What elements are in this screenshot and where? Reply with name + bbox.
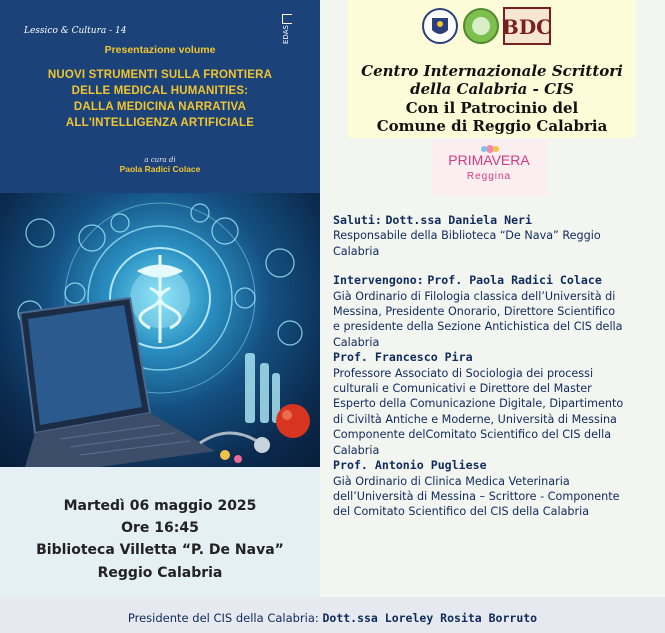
event-program (333, 213, 658, 520)
book-title-line: DELLE MEDICAL HUMANITIES: (71, 85, 249, 97)
comune-reggio-logo-icon (422, 6, 458, 46)
book-title-line: DALLA MEDICINA NARRATIVA (73, 101, 247, 113)
book-cover (0, 0, 320, 193)
presentation-kicker: Presentazione volume (104, 44, 216, 56)
speaker1-role-line: Già Ordinario di Filologia classica dell’Università di (333, 289, 616, 303)
organizer-title: Centro Internazionale Scrittori (361, 62, 623, 80)
book-title-line: NUOVI STRUMENTI SULLA FRONTIERA (47, 69, 273, 81)
patronage-line: Con il Patrocinio del (405, 99, 579, 117)
speaker1-role-line: e presidente della Sezione Antichistica del CIS della (333, 320, 623, 334)
publisher-logo-text: EDAS (282, 25, 290, 44)
speaker2-role-line: Professore Associato di Sociologia dei processi (333, 366, 594, 380)
event-time: Ore 16:45 (121, 520, 199, 536)
speaker2-role-line: Componente delComitato Scientifico del CIS della (333, 428, 612, 442)
footer-bar (0, 597, 665, 633)
event-city: Reggio Calabria (97, 565, 223, 581)
speaker1-name: Prof. Paola Radici Colace (427, 273, 602, 288)
cis-green-logo-icon (462, 6, 500, 46)
intervengono-label: Intervengono: (333, 273, 424, 288)
bdc-logo-text: BDC (502, 15, 552, 39)
series-label: Lessico & Cultura - 14 (24, 26, 127, 36)
saluti-heading (333, 213, 658, 228)
speaker1-role-line: Messina, Presidente Onorario, Direttore Scientifico (333, 305, 616, 319)
saluti-name: Dott.ssa Daniela Neri (385, 213, 533, 227)
footer-text (0, 611, 665, 625)
medical-ai-illustration (0, 193, 320, 467)
speaker2-role-line: di Civiltà Antiche e Moderne, Università di Messina (333, 412, 617, 426)
primavera-line1: PRIMAVERA (448, 152, 530, 168)
organizer-title-2: della Calabria - CIS (410, 80, 574, 98)
curator-name: Paola Radici Colace (119, 164, 201, 174)
speaker2-role-line: Esperto della Comunicazione Digitale, Dipartimento (333, 397, 624, 411)
primavera-line2: Reggina (466, 171, 512, 182)
speaker2-role-line: culturali e Comunicativi e Direttore del Master (333, 382, 592, 396)
speaker3-role-line: Già Ordinario di Clinica Medica Veterinaria (333, 474, 570, 488)
event-venue: Biblioteca Villetta “P. De Nava” (36, 542, 284, 558)
book-title-line: ALL'INTELLIGENZA ARTIFICIALE (65, 117, 255, 129)
primavera-reggina-logo (432, 140, 546, 196)
speaker1-role-line: Calabria (333, 335, 380, 349)
footer-president-name: Dott.ssa Loreley Rosita Borruto (322, 611, 538, 625)
patronage-comune: Comune di Reggio Calabria (376, 117, 608, 135)
bdc-logo-icon (502, 6, 552, 46)
speaker1-heading (333, 273, 658, 288)
event-date: Martedì 06 maggio 2025 (63, 498, 257, 514)
curator-label: a cura di (144, 156, 176, 164)
speaker3-role-line: del Comitato Scientifico del CIS della Calabria (333, 505, 590, 519)
saluti-role-line: Calabria (333, 244, 380, 258)
speaker3-role-line: dell’Università di Messina – Scrittore - Componente (333, 489, 620, 503)
saluti-role-line: Responsabile della Biblioteca “De Nava” Reggio (333, 229, 601, 243)
speaker2-name: Prof. Francesco Pira (333, 350, 473, 365)
speaker2-role-line: Calabria (333, 443, 380, 457)
footer-label: Presidente del CIS della Calabria: (127, 611, 319, 625)
book-title (10, 67, 310, 131)
cover-illustration (0, 193, 320, 467)
speaker3-name: Prof. Antonio Pugliese (333, 458, 487, 473)
event-info (0, 467, 320, 597)
saluti-label: Saluti: (333, 213, 382, 227)
